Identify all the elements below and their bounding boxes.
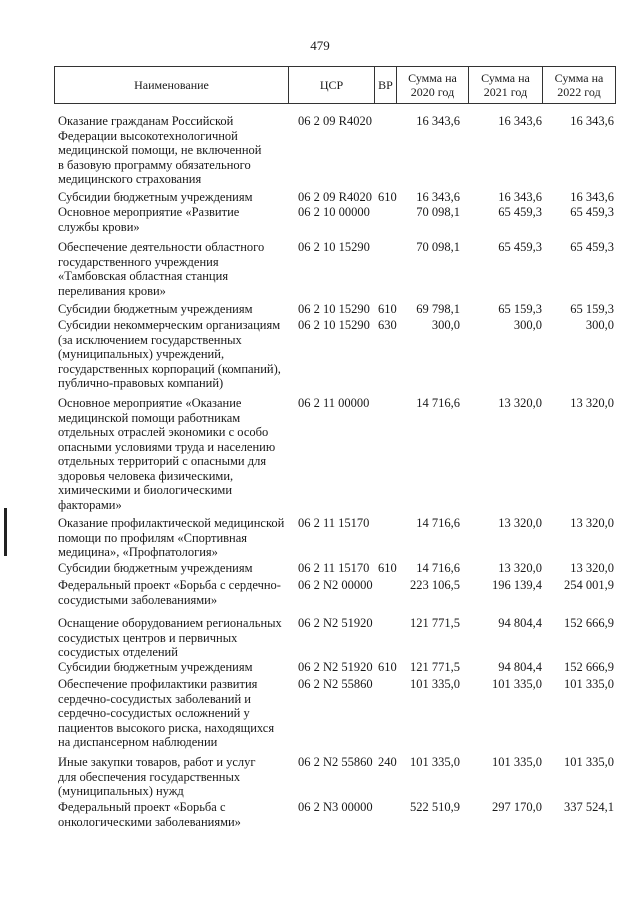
row-sum-2020: 70 098,1 xyxy=(416,240,460,254)
header-sum-2022: Сумма на 2022 год xyxy=(554,71,604,99)
row-sum-2022: 101 335,0 xyxy=(564,677,614,691)
row-name: Субсидии бюджетным учреждениям xyxy=(58,302,253,316)
row-name: Обеспечение профилактики развития сердечно-сосудистых заболеваний и сердечно-сосудистых осложнений у пациентов высокого риска, находящихся на диспансерном наблюдении xyxy=(58,677,275,749)
row-csr-code: 06 2 10 00000 xyxy=(298,205,370,219)
row-csr-code: 06 2 N2 55860 xyxy=(298,755,373,769)
row-sum-2020: 121 771,5 xyxy=(410,616,460,630)
table-header xyxy=(54,66,616,104)
row-sum-2022: 101 335,0 xyxy=(564,755,614,769)
row-csr-code: 06 2 09 R4020 xyxy=(298,190,372,204)
row-csr-code: 06 2 09 R4020 xyxy=(298,114,372,128)
row-name: Оснащение оборудованием региональных сосудистых центров и первичных сосудистых отделений xyxy=(58,616,282,659)
row-sum-2020: 70 098,1 xyxy=(416,205,460,219)
row-name: Оказание гражданам Российской Федерации высокотехнологичной медицинской помощи, не включенной в базовую программу обязательного медицинского страхования xyxy=(58,114,262,186)
row-sum-2020: 16 343,6 xyxy=(416,114,460,128)
row-vr-code: 610 xyxy=(378,561,397,575)
row-name: Субсидии бюджетным учреждениям xyxy=(58,660,253,674)
row-sum-2020: 69 798,1 xyxy=(416,302,460,316)
row-sum-2020: 121 771,5 xyxy=(410,660,460,674)
row-csr-code: 06 2 N2 00000 xyxy=(298,578,373,592)
row-sum-2022: 65 159,3 xyxy=(570,302,614,316)
row-sum-2021: 94 804,4 xyxy=(498,616,542,630)
row-sum-2020: 14 716,6 xyxy=(416,396,460,410)
row-name: Субсидии бюджетным учреждениям xyxy=(58,190,253,204)
row-csr-code: 06 2 N3 00000 xyxy=(298,800,373,814)
row-name: Иные закупки товаров, работ и услуг для обеспечения государственных (муниципальных) нужд xyxy=(58,755,256,798)
row-csr-code: 06 2 11 15170 xyxy=(298,516,370,530)
row-name: Оказание профилактической медицинской помощи по профилям «Спортивная медицина», «Профпатология» xyxy=(58,516,285,559)
row-sum-2022: 65 459,3 xyxy=(570,205,614,219)
row-sum-2021: 13 320,0 xyxy=(498,516,542,530)
row-sum-2022: 13 320,0 xyxy=(570,396,614,410)
row-sum-2020: 522 510,9 xyxy=(410,800,460,814)
row-sum-2021: 300,0 xyxy=(513,318,542,332)
row-sum-2022: 13 320,0 xyxy=(570,516,614,530)
row-sum-2022: 65 459,3 xyxy=(570,240,614,254)
header-vr: ВР xyxy=(375,67,397,103)
row-sum-2020: 101 335,0 xyxy=(410,755,460,769)
row-vr-code: 610 xyxy=(378,302,397,316)
row-csr-code: 06 2 10 15290 xyxy=(298,318,370,332)
row-sum-2021: 65 459,3 xyxy=(498,240,542,254)
row-csr-code: 06 2 11 00000 xyxy=(298,396,370,410)
row-sum-2022: 16 343,6 xyxy=(570,190,614,204)
row-sum-2021: 65 459,3 xyxy=(498,205,542,219)
row-sum-2020: 101 335,0 xyxy=(410,677,460,691)
page-number: 479 xyxy=(310,38,330,53)
header-sum-2021: Сумма на 2021 год xyxy=(469,67,543,103)
header-csr: ЦСР xyxy=(289,67,375,103)
row-sum-2022: 152 666,9 xyxy=(564,616,614,630)
header-name: Наименование xyxy=(55,67,289,103)
row-name: Федеральный проект «Борьба с сердечно- сосудистыми заболеваниями» xyxy=(58,578,281,607)
row-sum-2021: 101 335,0 xyxy=(492,755,542,769)
row-vr-code: 240 xyxy=(378,755,397,769)
row-sum-2021: 196 139,4 xyxy=(492,578,542,592)
row-sum-2020: 16 343,6 xyxy=(416,190,460,204)
row-name: Субсидии некоммерческим организациям (за исключением государственных (муниципальных) учреждений, государственных корпораций (компаний), публично-правовых компаний) xyxy=(58,318,281,390)
row-sum-2021: 297 170,0 xyxy=(492,800,542,814)
row-name: Основное мероприятие «Развитие службы крови» xyxy=(58,205,240,234)
row-csr-code: 06 2 10 15290 xyxy=(298,302,370,316)
row-sum-2021: 65 159,3 xyxy=(498,302,542,316)
row-csr-code: 06 2 N2 55860 xyxy=(298,677,373,691)
row-vr-code: 610 xyxy=(378,660,397,674)
row-sum-2022: 16 343,6 xyxy=(570,114,614,128)
row-sum-2022: 254 001,9 xyxy=(564,578,614,592)
row-csr-code: 06 2 11 15170 xyxy=(298,561,370,575)
row-csr-code: 06 2 N2 51920 xyxy=(298,616,373,630)
scan-artifact-mark xyxy=(4,508,7,556)
row-vr-code: 630 xyxy=(378,318,397,332)
row-csr-code: 06 2 10 15290 xyxy=(298,240,370,254)
row-sum-2022: 152 666,9 xyxy=(564,660,614,674)
row-sum-2022: 13 320,0 xyxy=(570,561,614,575)
row-sum-2021: 101 335,0 xyxy=(492,677,542,691)
row-csr-code: 06 2 N2 51920 xyxy=(298,660,373,674)
row-sum-2021: 16 343,6 xyxy=(498,114,542,128)
row-name: Субсидии бюджетным учреждениям xyxy=(58,561,253,575)
row-sum-2022: 300,0 xyxy=(585,318,614,332)
row-sum-2022: 337 524,1 xyxy=(564,800,614,814)
row-sum-2021: 16 343,6 xyxy=(498,190,542,204)
row-sum-2020: 300,0 xyxy=(431,318,460,332)
row-sum-2020: 223 106,5 xyxy=(410,578,460,592)
header-sum-2020: Сумма на 2020 год xyxy=(397,67,469,103)
row-sum-2021: 13 320,0 xyxy=(498,396,542,410)
row-sum-2020: 14 716,6 xyxy=(416,561,460,575)
row-sum-2020: 14 716,6 xyxy=(416,516,460,530)
row-name: Основное мероприятие «Оказание медицинской помощи работникам отдельных отраслей экономики с особо опасными условиями труда и населению отдельных территорий с опасными для здоровья человека физическими, химическими и биологическими факторами» xyxy=(58,396,276,512)
row-sum-2021: 13 320,0 xyxy=(498,561,542,575)
row-sum-2021: 94 804,4 xyxy=(498,660,542,674)
row-vr-code: 610 xyxy=(378,190,397,204)
row-name: Обеспечение деятельности областного государственного учреждения «Тамбовская областная станция переливания крови» xyxy=(58,240,265,298)
row-name: Федеральный проект «Борьба с онкологическими заболеваниями» xyxy=(58,800,241,829)
